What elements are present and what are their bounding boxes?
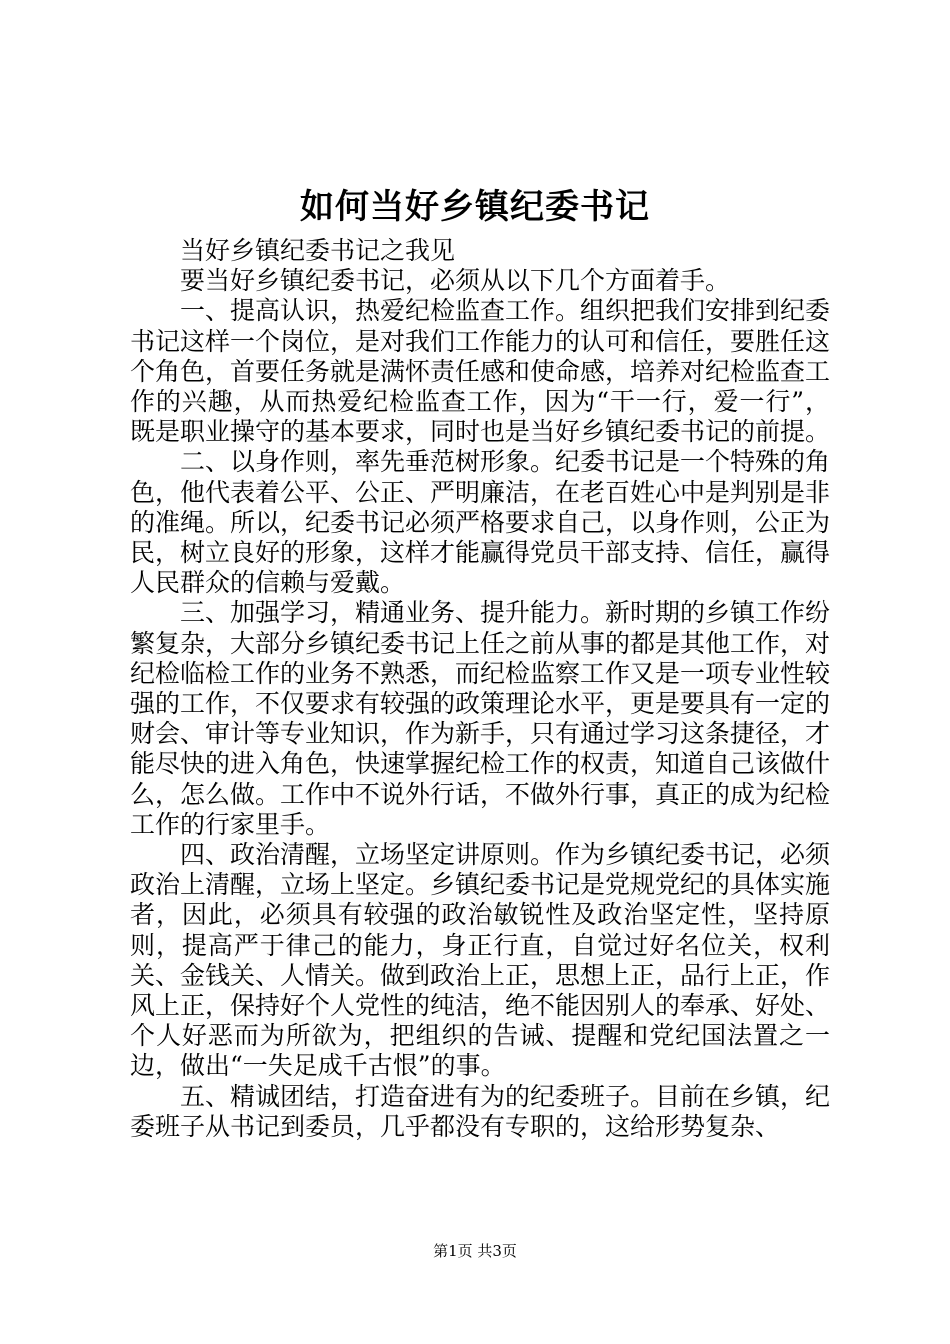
- paragraph-point-2: 二、以身作则，率先垂范树形象。纪委书记是一个特殊的角色，他代表着公平、公正、严明廉洁，在老百姓心中是判别是非的准绳。所以，纪委书记必须严格要求自己，以身作则，公正为民，树立良好的形象，这样才能赢得党员干部支持、信任，赢得人民群众的信赖与爱戴。: [130, 447, 831, 598]
- paragraph-point-4: 四、政治清醒，立场坚定讲原则。作为乡镇纪委书记，必须政治上清醒，立场上坚定。乡镇纪委书记是党规党纪的具体实施者，因此，必须具有较强的政治敏锐性及政治坚定性，坚持原则，提高严于律己的能力，身正行直，自觉过好名位关，权利关、金钱关、人情关。做到政治上正，思想上正，品行上正，作风上正，保持好个人党性的纯洁，绝不能因别人的奉承、好处、个人好恶而为所欲为，把组织的告诫、提醒和党纪国法置之一边，做出“一失足成千古恨”的事。: [130, 840, 831, 1081]
- paragraph-intro: 要当好乡镇纪委书记，必须从以下几个方面着手。: [180, 266, 731, 296]
- page-footer: 第1页 共3页: [433, 1242, 517, 1260]
- document-title: 如何当好乡镇纪委书记: [300, 187, 650, 227]
- document-body: [130, 236, 830, 1142]
- paragraph-subtitle: 当好乡镇纪委书记之我见: [180, 236, 456, 265]
- paragraph-point-1: 一、提高认识，热爱纪检监查工作。组织把我们安排到纪委书记这样一个岗位，是对我们工作能力的认可和信任，要胜任这个角色，首要任务就是满怀责任感和使命感，培养对纪检监查工作的兴趣，从而热爱纪检监查工作，因为“干一行，爱一行”，既是职业操守的基本要求，同时也是当好乡镇纪委书记的前提。: [130, 296, 831, 447]
- paragraph-point-3: 三、加强学习，精通业务、提升能力。新时期的乡镇工作纷繁复杂，大部分乡镇纪委书记上任之前从事的都是其他工作，对纪检临检工作的业务不熟悉，而纪检监察工作又是一项专业性较强的工作，不仅要求有较强的政策理论水平，更是要具有一定的财会、审计等专业知识，作为新手，只有通过学习这条捷径，才能尽快的进入角色，快速掌握纪检工作的权责，知道自己该做什么，怎么做。工作中不说外行话，不做外行事，真正的成为纪检工作的行家里手。: [130, 598, 831, 839]
- paragraph-point-5: 五、精诚团结，打造奋进有为的纪委班子。目前在乡镇，纪委班子从书记到委员，几乎都没有专职的，这给形势复杂、: [130, 1081, 831, 1141]
